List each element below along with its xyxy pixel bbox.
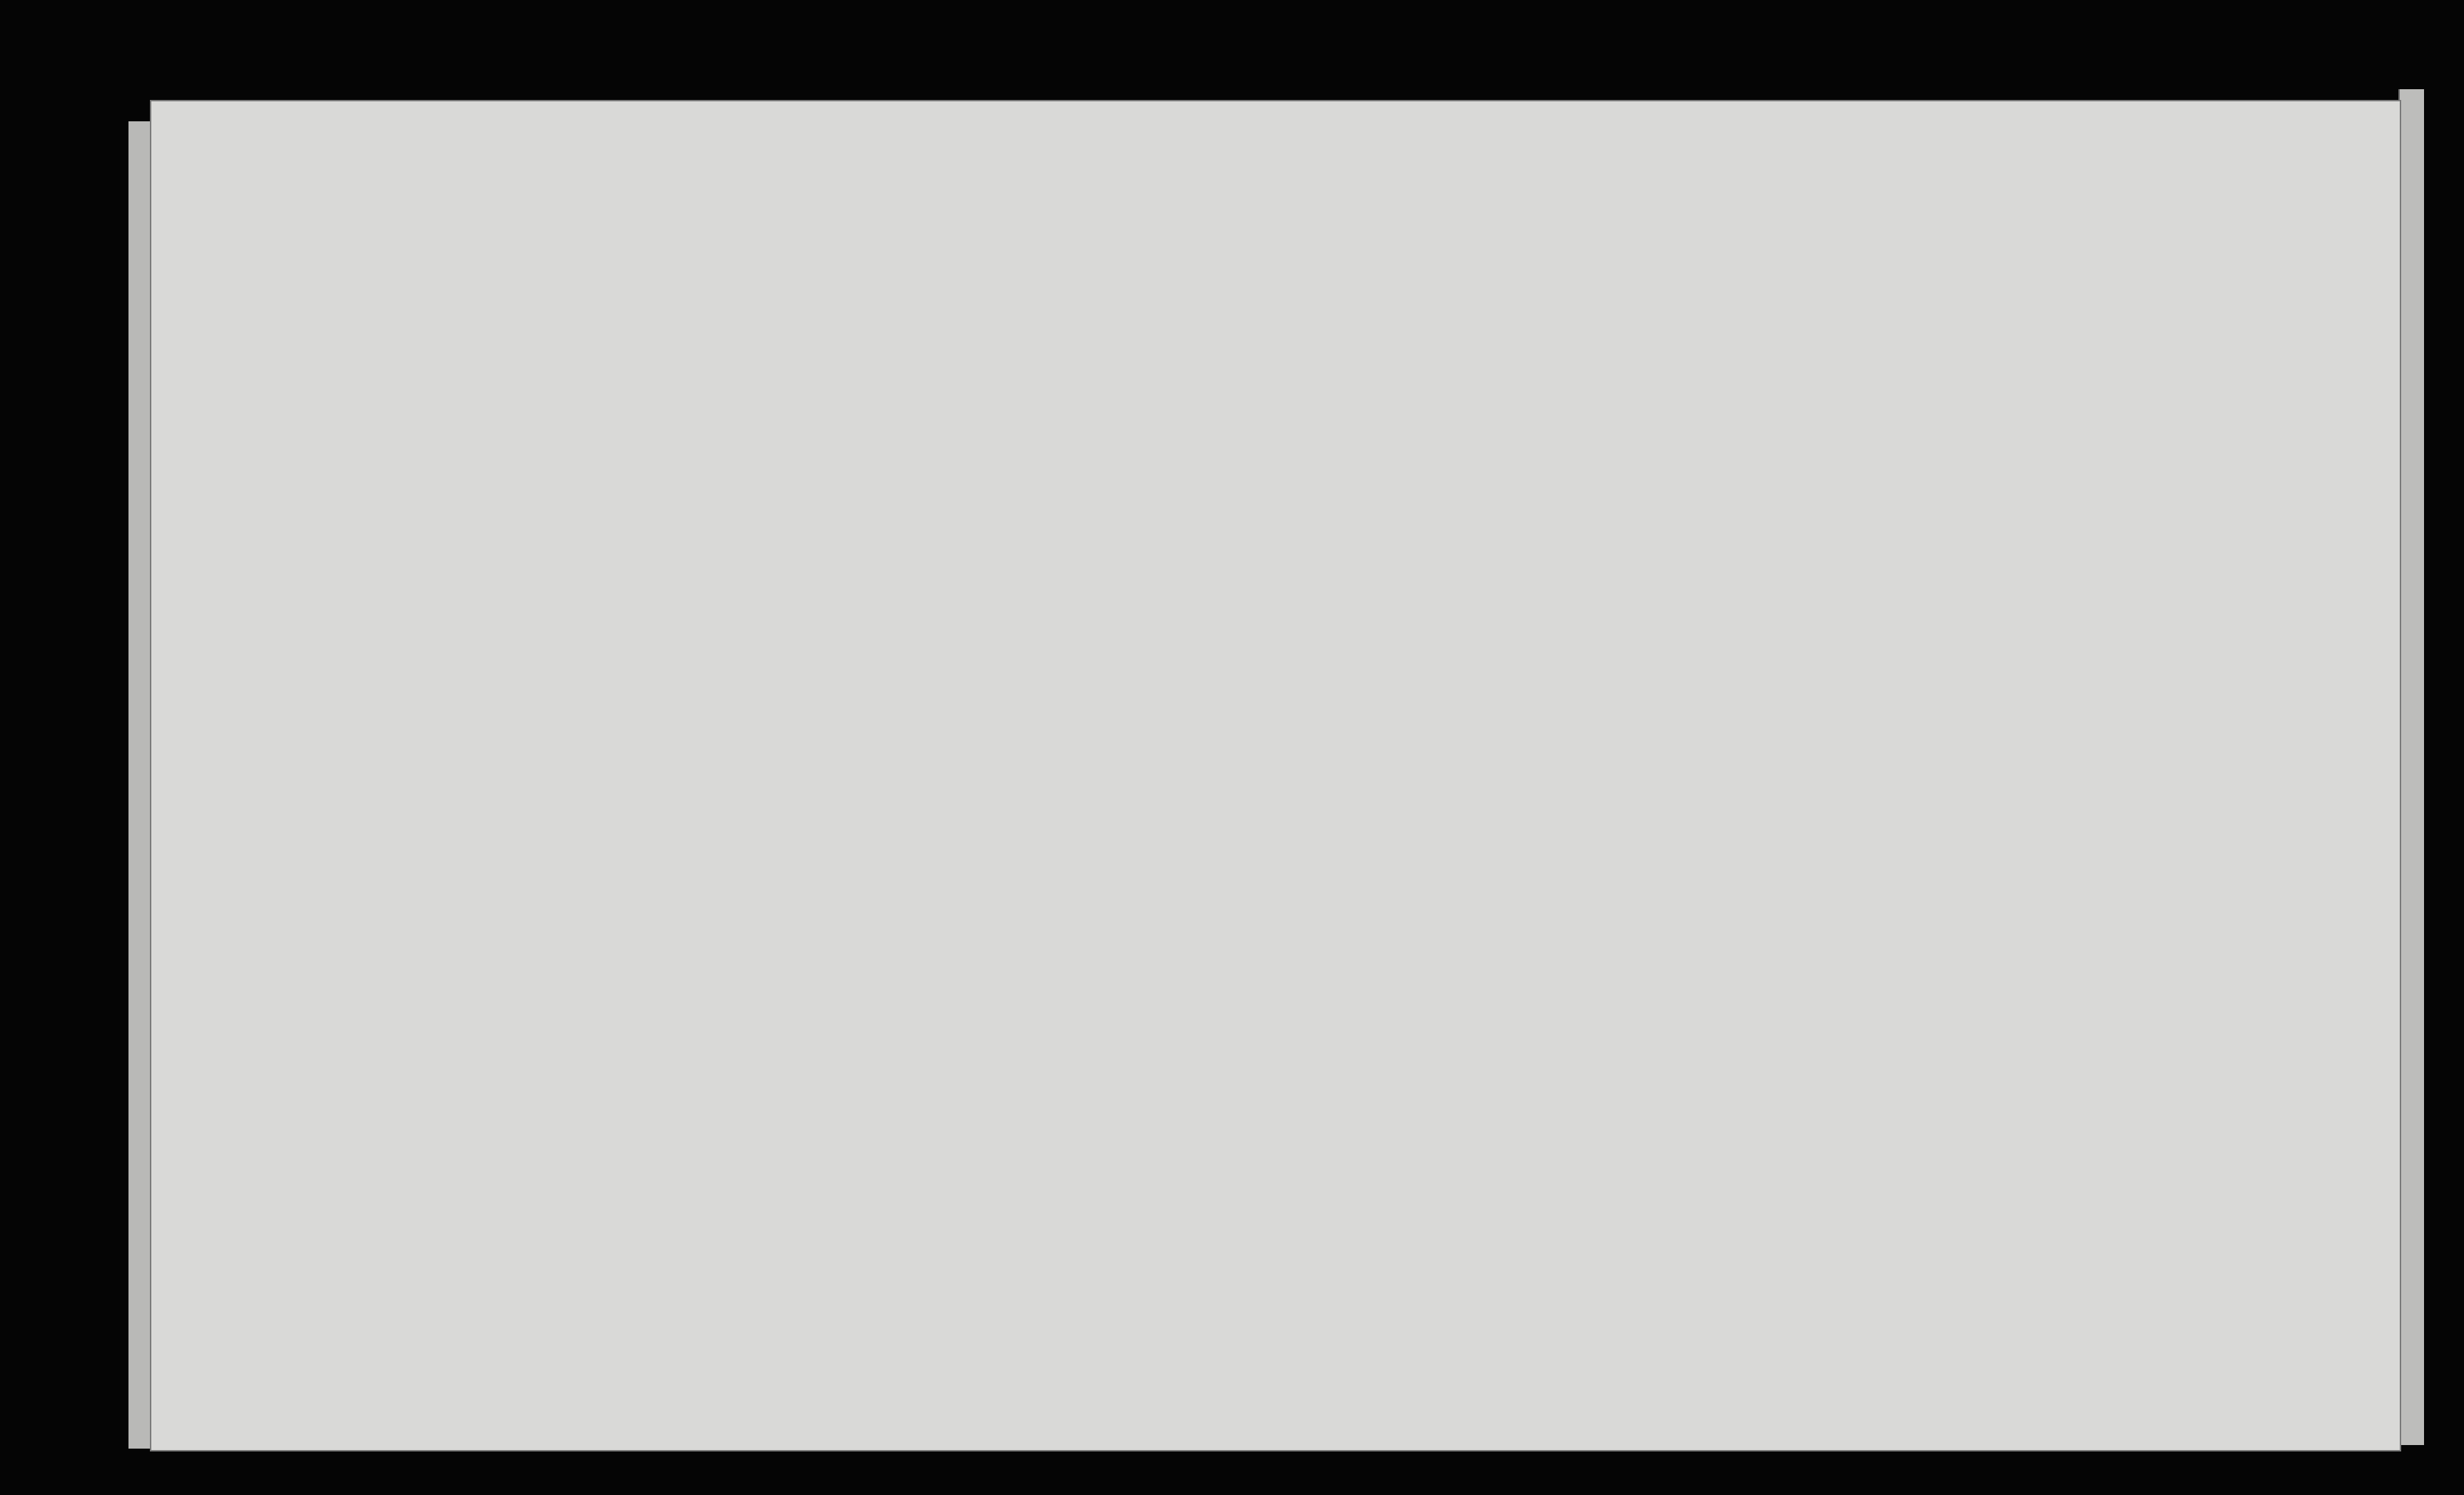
left-page-edge [128, 121, 151, 1449]
right-page-edge [2398, 89, 2424, 1445]
census-card [150, 100, 2401, 1451]
